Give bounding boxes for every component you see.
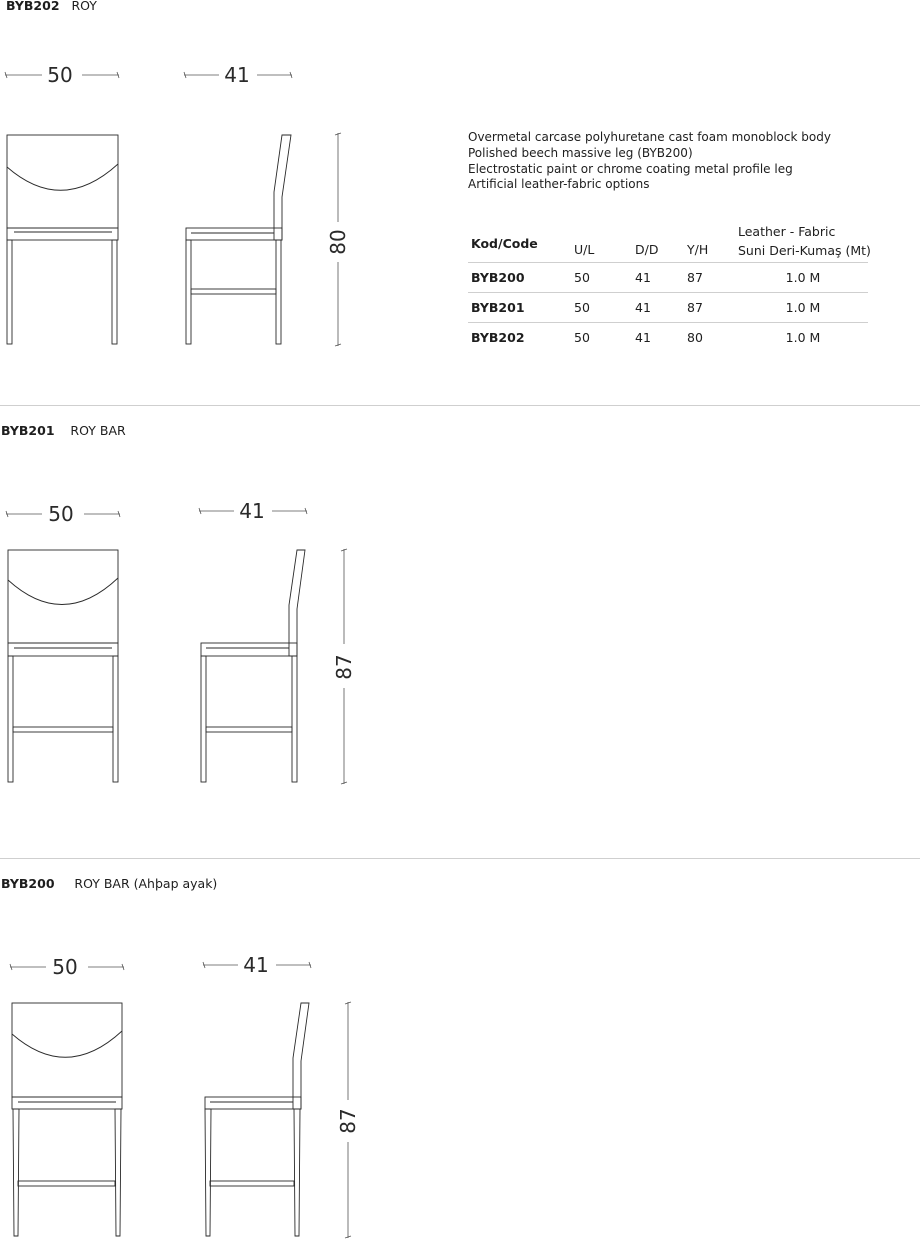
depth-value: 41 — [239, 499, 265, 523]
height-dimension — [336, 1002, 360, 1238]
depth-dimension — [203, 953, 311, 977]
row-dd: 41 — [635, 330, 651, 345]
product-name: ROY BAR (Ahþap ayak) — [74, 876, 218, 891]
row-ul: 50 — [574, 270, 590, 285]
width-value: 50 — [48, 502, 74, 526]
description-line: Overmetal carcase polyhuretane cast foam monoblock body — [468, 130, 831, 144]
header-yh: Y/H — [687, 242, 709, 257]
row-ul: 50 — [574, 330, 590, 345]
row-leather: 1.0 M — [785, 270, 821, 285]
height-value: 87 — [332, 654, 356, 680]
row-dd: 41 — [635, 300, 651, 315]
description-line: Artificial leather-fabric options — [468, 177, 650, 192]
header-dd: D/D — [635, 242, 659, 257]
row-code: BYB201 — [471, 300, 525, 315]
description-line: Polished beech massive leg (BYB200) — [468, 145, 693, 160]
height-value: 87 — [336, 1108, 360, 1134]
width-value: 50 — [52, 955, 78, 979]
row-leather: 1.0 M — [785, 330, 821, 345]
product-code: BYB202 — [6, 0, 60, 13]
product-name: ROY — [71, 0, 97, 13]
row-code: BYB202 — [471, 330, 525, 345]
row-ul: 50 — [574, 300, 590, 315]
row-yh: 87 — [687, 300, 703, 315]
row-leather: 1.0 M — [785, 300, 821, 315]
depth-value: 41 — [243, 953, 269, 977]
header-leather-line2: Suni Deri-Kumaş (Mt) — [738, 243, 871, 258]
width-value: 50 — [47, 63, 73, 87]
product-name: ROY BAR — [70, 423, 126, 438]
row-yh: 87 — [687, 270, 703, 285]
header-ul: U/L — [574, 242, 595, 257]
row-yh: 80 — [687, 330, 703, 345]
description-line: Electrostatic paint or chrome coating metal profile leg — [468, 161, 793, 176]
product-code: BYB200 — [1, 876, 55, 891]
front-view — [12, 1003, 122, 1236]
header-code: Kod/Code — [471, 236, 538, 251]
product-code: BYB201 — [1, 423, 55, 438]
width-dimension — [10, 955, 124, 979]
height-value: 80 — [326, 229, 350, 255]
row-code: BYB200 — [471, 270, 525, 285]
header-leather-line1: Leather - Fabric — [738, 224, 836, 239]
side-view — [205, 1003, 309, 1236]
row-dd: 41 — [635, 270, 651, 285]
depth-value: 41 — [224, 63, 250, 87]
